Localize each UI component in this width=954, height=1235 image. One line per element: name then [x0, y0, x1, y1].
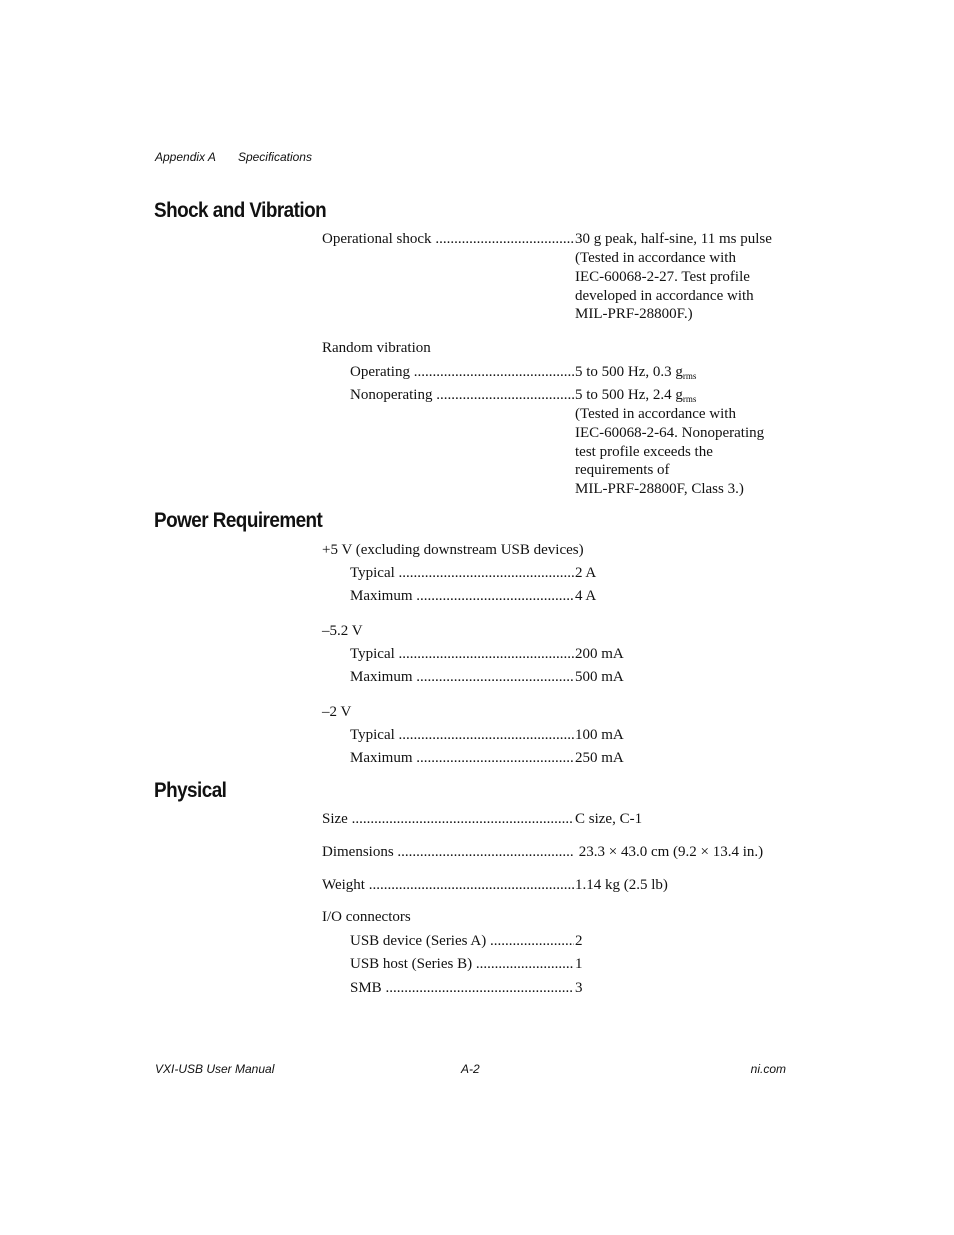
footer-manual-title: VXI-USB User Manual — [155, 1062, 275, 1076]
spec-label: Nonoperating ..... — [350, 386, 574, 405]
heading-shock-vibration: Shock and Vibration — [154, 199, 327, 222]
footer-website: ni.com — [750, 1062, 786, 1076]
spec-label: Typical ..... — [350, 726, 574, 745]
spec-value: 2 — [575, 933, 583, 949]
spec-label: Typical ..... — [350, 564, 574, 583]
spec-value: 100 mA — [575, 727, 624, 743]
note-line: IEC-60068-2-27. Test profile — [575, 268, 750, 285]
note-line: (Tested in accordance with — [575, 406, 736, 422]
spec-value: 250 mA — [575, 750, 624, 766]
note-line: developed in accordance with — [575, 287, 754, 304]
spec-value: 2 A — [575, 565, 597, 581]
spec-label: Size ..... — [322, 810, 574, 829]
header-chapter: Appendix A — [155, 150, 216, 164]
spec-value: 30 g peak, half-sine, 11 ms pulse — [575, 231, 772, 247]
note-line: MIL-PRF-28800F, Class 3.) — [575, 481, 744, 498]
spec-label: Typical ..... — [350, 645, 574, 664]
spec-note-operational-shock — [575, 249, 754, 324]
spec-value: C size, C-1 — [575, 811, 643, 827]
running-header — [155, 150, 312, 164]
spec-value: 1 — [575, 956, 583, 972]
note-line: requirements of — [575, 462, 670, 479]
spec-label: Weight ..... — [322, 876, 574, 895]
spec-group-5v: +5 V (excluding downstream USB devices) — [322, 542, 584, 558]
note-line: test profile exceeds the — [575, 443, 713, 460]
spec-label: Maximum ..... — [350, 668, 574, 687]
note-line: (Tested in accordance with — [575, 250, 736, 266]
spec-group-random-vibration: Random vibration — [322, 340, 431, 356]
spec-value: 200 mA — [575, 646, 624, 662]
spec-value: 4 A — [575, 588, 597, 604]
heading-power-requirement: Power Requirement — [154, 509, 323, 532]
spec-note-nonoperating — [575, 405, 764, 499]
spec-label: USB host (Series B) ..... — [350, 955, 574, 974]
footer-page-number: A-2 — [461, 1062, 480, 1076]
spec-label: USB device (Series A) ..... — [350, 932, 574, 951]
spec-value: 5 to 500 Hz, 0.3 $g_{rms}$ — [575, 364, 697, 381]
spec-value: 5 to 500 Hz, 2.4 $g_{rms}$ — [575, 387, 697, 404]
heading-physical: Physical — [154, 779, 227, 802]
spec-label: SMB ..... — [350, 979, 574, 998]
spec-value: 23.3 × 43.0 cm (9.2 × 13.4 in.) — [575, 844, 764, 860]
spec-group-io-connectors: I/O connectors — [322, 909, 411, 925]
note-line: MIL-PRF-28800F.) — [575, 306, 693, 323]
spec-group-neg5v2: –5.2 V — [322, 623, 363, 639]
header-title: Specifications — [237, 150, 312, 164]
spec-value: 3 — [575, 980, 583, 996]
spec-label: Operational shock ..... — [322, 230, 574, 249]
spec-label: Operating ..... — [350, 363, 574, 382]
spec-value: 1.14 kg (2.5 lb) — [575, 877, 668, 893]
spec-label: Maximum ..... — [350, 749, 574, 768]
note-line: IEC-60068-2-64. Nonoperating — [575, 424, 765, 441]
spec-value: 500 mA — [575, 669, 624, 685]
spec-group-neg2v: –2 V — [322, 704, 352, 720]
spec-label: Maximum ..... — [350, 587, 574, 606]
spec-label: Dimensions ..... — [322, 843, 574, 862]
